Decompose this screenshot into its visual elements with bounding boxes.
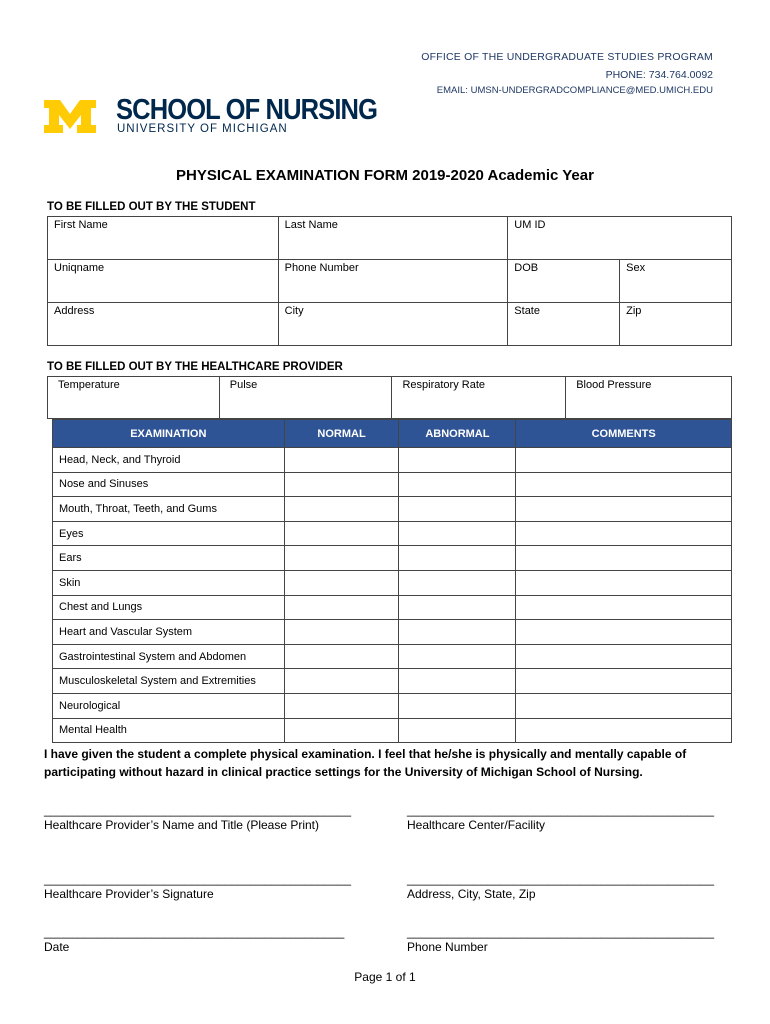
block-m-logo-icon: [44, 100, 96, 133]
exam-item-label: Head, Neck, and Thyroid: [53, 448, 285, 473]
first-name-label: First Name: [54, 219, 108, 231]
exam-row: [53, 669, 732, 694]
normal-cell[interactable]: [284, 669, 399, 694]
date-label: Date: [44, 940, 70, 954]
exam-row: [53, 448, 732, 473]
exam-item-label: Mental Health: [53, 718, 285, 743]
blood-pressure-field[interactable]: [566, 377, 732, 419]
address-label: Address, City, State, Zip: [407, 887, 536, 901]
phone-line[interactable]: ______________________________________________: [407, 925, 714, 939]
abnormal-cell[interactable]: [399, 620, 516, 645]
school-logo: [44, 94, 378, 138]
exam-item-label: Skin: [53, 570, 285, 595]
examination-table: [52, 419, 732, 743]
provider-name-label: Healthcare Provider’s Name and Title (Please Print): [44, 818, 320, 832]
abnormal-cell[interactable]: [399, 472, 516, 497]
comments-cell[interactable]: [516, 669, 732, 694]
column-header-examination: EXAMINATION: [53, 420, 285, 448]
normal-cell[interactable]: [284, 472, 399, 497]
exam-row: [53, 620, 732, 645]
abnormal-cell[interactable]: [399, 546, 516, 571]
phone-label: Phone Number: [407, 940, 488, 954]
abnormal-cell[interactable]: [399, 448, 516, 473]
comments-cell[interactable]: [516, 570, 732, 595]
exam-row: [53, 718, 732, 743]
state-field[interactable]: [508, 303, 620, 346]
dob-label: DOB: [514, 262, 539, 274]
um-id-label: UM ID: [514, 219, 546, 231]
respiratory-rate-field[interactable]: [392, 377, 566, 419]
last-name-field[interactable]: [278, 217, 508, 260]
exam-item-label: Nose and Sinuses: [53, 472, 285, 497]
exam-item-label: Gastrointestinal System and Abdomen: [53, 644, 285, 669]
page-number: Page 1 of 1: [354, 970, 416, 984]
normal-cell[interactable]: [284, 521, 399, 546]
pulse-label: Pulse: [229, 379, 258, 391]
city-field[interactable]: [278, 303, 508, 346]
state-label: State: [514, 305, 540, 317]
zip-field[interactable]: [620, 303, 732, 346]
address-label: Address: [54, 305, 95, 317]
office-phone: PHONE: 734.764.0092: [605, 69, 713, 81]
provider-signature-line[interactable]: ______________________________________________: [44, 872, 351, 886]
normal-cell[interactable]: [284, 497, 399, 522]
vitals-table: [47, 376, 732, 419]
comments-cell[interactable]: [516, 497, 732, 522]
comments-cell[interactable]: [516, 521, 732, 546]
comments-cell[interactable]: [516, 718, 732, 743]
exam-item-label: Heart and Vascular System: [53, 620, 285, 645]
exam-row: [53, 644, 732, 669]
normal-cell[interactable]: [284, 448, 399, 473]
office-title: OFFICE OF THE UNDERGRADUATE STUDIES PROGRAM: [421, 51, 713, 63]
abnormal-cell[interactable]: [399, 595, 516, 620]
exam-item-label: Eyes: [53, 521, 285, 546]
city-label: City: [284, 305, 304, 317]
exam-row: [53, 595, 732, 620]
abnormal-cell[interactable]: [399, 669, 516, 694]
comments-cell[interactable]: [516, 472, 732, 497]
abnormal-cell[interactable]: [399, 718, 516, 743]
student-info-table: [47, 216, 732, 346]
last-name-label: Last Name: [284, 219, 338, 231]
office-email: EMAIL: UMSN-UNDERGRADCOMPLIANCE@MED.UMICH.EDU: [436, 85, 713, 96]
comments-cell[interactable]: [516, 644, 732, 669]
comments-cell[interactable]: [516, 546, 732, 571]
provider-signature-label: Healthcare Provider’s Signature: [44, 887, 214, 901]
blood-pressure-label: Blood Pressure: [576, 379, 652, 391]
phone-number-label: Phone Number: [284, 262, 359, 274]
column-header-comments: COMMENTS: [516, 420, 732, 448]
abnormal-cell[interactable]: [399, 570, 516, 595]
comments-cell[interactable]: [516, 620, 732, 645]
column-header-normal: NORMAL: [284, 420, 399, 448]
logo-school-name: SCHOOL OF NURSING: [116, 94, 378, 126]
column-header-abnormal: ABNORMAL: [399, 420, 516, 448]
abnormal-cell[interactable]: [399, 497, 516, 522]
respiratory-rate-label: Respiratory Rate: [402, 379, 486, 391]
um-id-field[interactable]: [508, 217, 732, 260]
normal-cell[interactable]: [284, 693, 399, 718]
exam-row: [53, 693, 732, 718]
center-line[interactable]: ______________________________________________: [407, 803, 714, 817]
normal-cell[interactable]: [284, 718, 399, 743]
exam-item-label: Ears: [53, 546, 285, 571]
exam-row: [53, 521, 732, 546]
normal-cell[interactable]: [284, 644, 399, 669]
comments-cell[interactable]: [516, 595, 732, 620]
phone-number-field[interactable]: [278, 260, 508, 303]
normal-cell[interactable]: [284, 595, 399, 620]
center-label: Healthcare Center/Facility: [407, 818, 546, 832]
provider-name-line[interactable]: ______________________________________________: [44, 803, 351, 817]
zip-label: Zip: [626, 305, 642, 317]
comments-cell[interactable]: [516, 448, 732, 473]
provider-section-heading: TO BE FILLED OUT BY THE HEALTHCARE PROVIDER: [47, 361, 343, 373]
exam-item-label: Neurological: [53, 693, 285, 718]
comments-cell[interactable]: [516, 693, 732, 718]
student-section-heading: TO BE FILLED OUT BY THE STUDENT: [47, 201, 256, 213]
pulse-field[interactable]: [219, 377, 392, 419]
abnormal-cell[interactable]: [399, 693, 516, 718]
uniqname-field[interactable]: [48, 260, 279, 303]
first-name-field[interactable]: [48, 217, 279, 260]
uniqname-label: Uniqname: [54, 262, 105, 274]
normal-cell[interactable]: [284, 570, 399, 595]
date-line[interactable]: _____________________________________________: [44, 925, 345, 939]
temperature-field[interactable]: [48, 377, 220, 419]
address-field[interactable]: [48, 303, 279, 346]
address-line[interactable]: ______________________________________________: [407, 872, 714, 886]
abnormal-cell[interactable]: [399, 521, 516, 546]
abnormal-cell[interactable]: [399, 644, 516, 669]
logo-university-name: UNIVERSITY OF MICHIGAN: [117, 123, 288, 135]
exam-item-label: Mouth, Throat, Teeth, and Gums: [53, 497, 285, 522]
exam-item-label: Musculoskeletal System and Extremities: [53, 669, 285, 694]
dob-field[interactable]: [508, 260, 620, 303]
form-title: PHYSICAL EXAMINATION FORM 2019-2020 Academic Year: [176, 167, 594, 184]
exam-row: [53, 472, 732, 497]
exam-row: [53, 497, 732, 522]
temperature-label: Temperature: [58, 379, 120, 391]
exam-item-label: Chest and Lungs: [53, 595, 285, 620]
exam-row: [53, 546, 732, 571]
provider-statement: I have given the student a complete physical examination. I feel that he/she is physically and mentally capable of participating without hazard in clinical practice settings for the University of Michigan School of Nursing.: [44, 747, 687, 779]
exam-row: [53, 570, 732, 595]
sex-field[interactable]: [620, 260, 732, 303]
normal-cell[interactable]: [284, 546, 399, 571]
sex-label: Sex: [626, 262, 646, 274]
normal-cell[interactable]: [284, 620, 399, 645]
